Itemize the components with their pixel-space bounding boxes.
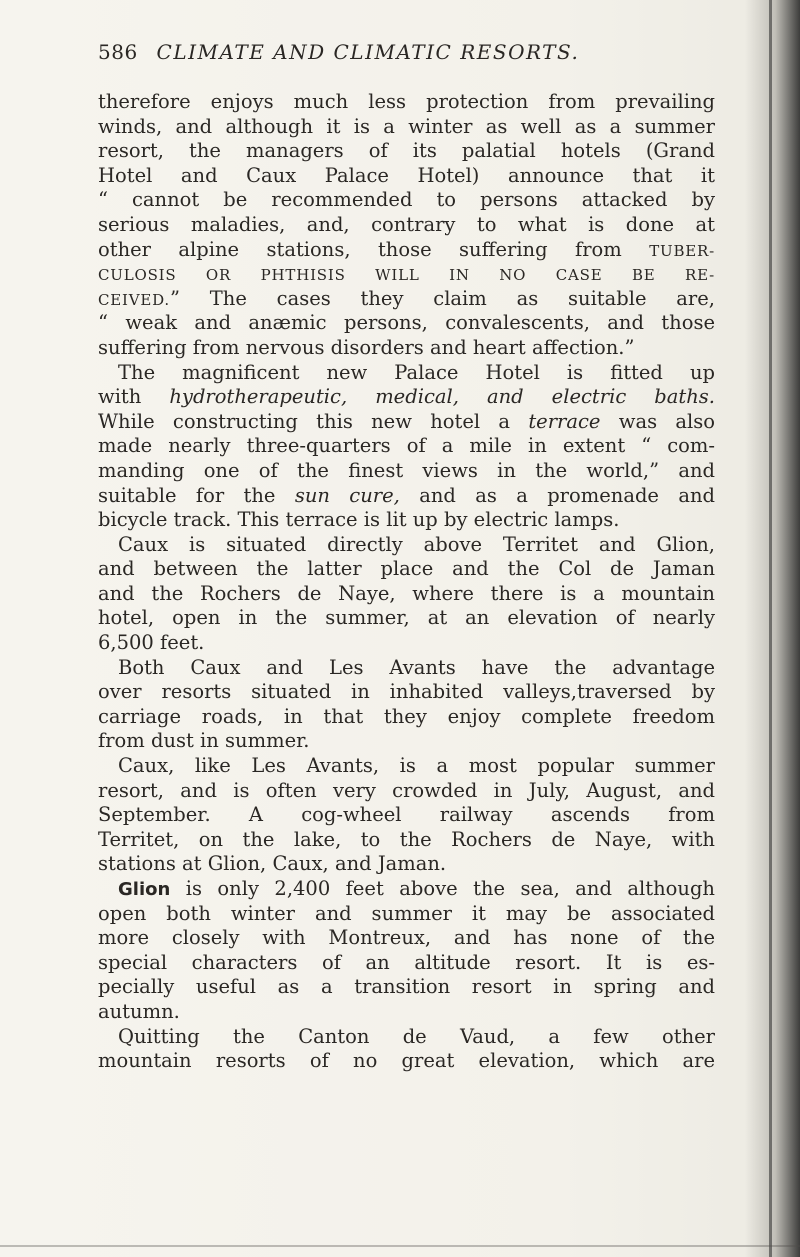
text-line: made nearly three-quarters of a mile in extent “ com- xyxy=(98,434,715,458)
text-line: from dust in summer. xyxy=(98,729,310,753)
text-line: Hotel and Caux Palace Hotel) announce that it xyxy=(98,163,715,187)
text-line: Caux is situated directly above Territet and Glion, xyxy=(118,532,715,556)
page-bottom-edge xyxy=(0,1245,800,1247)
text-line: over resorts situated in inhabited valleys,traversed by xyxy=(98,680,715,704)
text-line: Glion is only 2,400 feet above the sea, and although xyxy=(118,877,715,900)
text-line: therefore enjoys much less protection from prevailing xyxy=(98,90,715,113)
text-line: special characters of an altitude resort. It is es- xyxy=(98,950,715,974)
running-title: CLIMATE AND CLIMATIC RESORTS. xyxy=(156,40,580,64)
text-line: suffering from nervous disorders and heart affection.” xyxy=(98,335,635,359)
text-line: pecially useful as a transition resort in spring and xyxy=(98,975,715,999)
text-line: resort, and is often very crowded in July, August, and xyxy=(98,778,715,802)
text-line: bicycle track. This terrace is lit up by electric lamps. xyxy=(98,508,620,532)
text-line: September. A cog-wheel railway ascends from xyxy=(98,803,715,827)
text-line: more closely with Montreux, and has none of the xyxy=(98,926,715,950)
text-line: carriage roads, in that they enjoy complete freedom xyxy=(98,704,715,728)
text-line: While constructing this new hotel a terrace was also xyxy=(98,409,715,433)
page-gutter-shadow xyxy=(745,0,800,1257)
text-line: CULOSIS OR PHTHISIS WILL IN NO CASE BE RE- xyxy=(98,266,715,285)
page-gutter-line xyxy=(769,0,772,1257)
text-line: “ cannot be recommended to persons attacked by xyxy=(98,188,715,212)
text-line: open both winter and summer it may be associated xyxy=(98,901,715,925)
text-line: CEIVED.” The cases they claim as suitable are, xyxy=(98,286,715,310)
text-line: other alpine stations, those suffering from TUBER- xyxy=(98,237,715,261)
text-line: The magnificent new Palace Hotel is fitted up xyxy=(118,360,715,384)
text-line: suitable for the sun cure, and as a promenade and xyxy=(98,483,715,507)
running-header xyxy=(98,40,698,64)
text-line: and between the latter place and the Col de Jaman xyxy=(98,557,715,581)
text-line: Territet, on the lake, to the Rochers de Naye, with xyxy=(98,827,715,851)
body-text xyxy=(98,90,715,1074)
text-line: Caux, like Les Avants, is a most popular summer xyxy=(118,754,715,778)
page-number: 586 xyxy=(98,40,138,64)
text-line: Quitting the Canton de Vaud, a few other xyxy=(118,1024,715,1048)
text-line: manding one of the finest views in the world,” and xyxy=(98,458,715,482)
text-line: winds, and although it is a winter as well as a summer xyxy=(98,114,715,138)
text-line: resort, the managers of its palatial hotels (Grand xyxy=(98,139,715,163)
text-line: hotel, open in the summer, at an elevation of nearly xyxy=(98,606,715,630)
text-line: and the Rochers de Naye, where there is a mountain xyxy=(98,581,715,605)
text-line: 6,500 feet. xyxy=(98,631,205,655)
text-line: stations at Glion, Caux, and Jaman. xyxy=(98,852,447,876)
text-line: autumn. xyxy=(98,999,180,1023)
text-line: serious maladies, and, contrary to what is done at xyxy=(98,212,715,236)
text-line: with hydrotherapeutic, medical, and electric baths. xyxy=(98,385,715,409)
text-line: Both Caux and Les Avants have the advantage xyxy=(118,655,715,679)
text-line: mountain resorts of no great elevation, which are xyxy=(98,1049,715,1073)
text-line: “ weak and anæmic persons, convalescents, and those xyxy=(98,311,715,335)
